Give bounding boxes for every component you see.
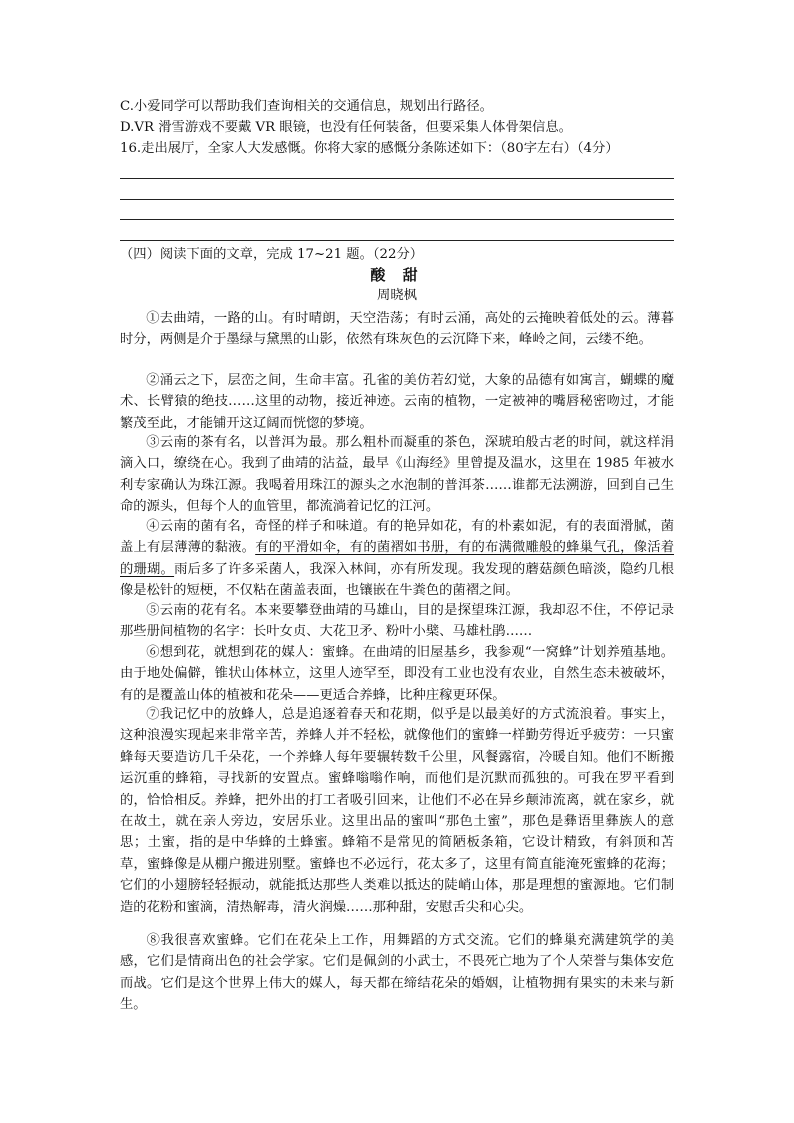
- option-c: C.小爱同学可以帮助我们查询相关的交通信息，规划出行路径。: [120, 99, 493, 114]
- answer-line-1[interactable]: [120, 178, 674, 179]
- section-heading: （四）阅读下面的文章，完成 17~21 题。（22分）: [120, 247, 424, 262]
- article-title: 酸 甜: [370, 266, 424, 284]
- paragraph-4: ④云南的菌有名，奇怪的样子和味道。有的艳异如花，有的朴素如泥，有的表面滑腻，菌盖上有层薄薄的黏液。有的平滑如伞，有的菌褶如书册，有的布满微雕般的蜂巢气孔，像活着的珊瑚。雨后多了许多采菌人，我深入林间，亦有所发现。我发现的蘑菇颜色暗淡，隐约几根像是松针的短梗，不仅粘在菌盖表面，也镶嵌在牛粪色的菌褶之间。: [120, 519, 675, 599]
- paragraph-6: ⑥想到花，就想到花的媒人：蜜蜂。在曲靖的旧屋基乡，我参观“一窝蜂”计划养殖基地。由于地处偏僻，锥状山体林立，这里人迹罕至，即没有工业也没有农业，自然生态未被破坏，有的是覆盖山体的植被和花朵——更适合养蜂，比种庄稼更环保。: [120, 645, 674, 703]
- underlined-sentence: 有的平滑如伞，有的菌褶如书册，有的布满微雕般的蜂巢气孔，像活着的珊瑚。: [120, 540, 675, 577]
- article-author: 周晓枫: [377, 288, 417, 303]
- paragraph-8: ⑧我很喜欢蜜蜂。它们在花朵上工作，用舞蹈的方式交流。它们的蜂巢充满建筑学的美感，它们是情商出色的社会学家。它们是佩剑的小武士，不畏死亡地为了个人荣誉与集体安危而战。它们是这个世界上伟大的媒人，每天都在缔结花朵的婚姻，让植物拥有果实的未来与新生。: [120, 933, 674, 1013]
- answer-line-4[interactable]: [120, 240, 674, 241]
- paragraph-3: ③云南的茶有名，以普洱为最。那么粗朴而凝重的茶色，深琥珀般古老的时间，就这样涓滴入口，缭绕在心。我到了曲靖的沾益，最早《山海经》里曾提及温水，这里在 1985 年被水利专家确认为珠江源。我喝着用珠江的源头之水泡制的普洱茶……谁都无法溯游，回到自己生命的源头，但每个人的血管里，都流淌着记忆的江河。: [120, 435, 674, 515]
- paragraph-2: ②涌云之下，层峦之间，生命丰富。孔雀的美仿若幻觉，大象的品德有如寓言，蝴蝶的魔术、长臂猿的绝技……这里的动物，接近神迹。云南的植物，一定被神的嘴唇秘密吻过，才能繁茂至此，才能铺开这辽阔而恍惚的梦境。: [120, 373, 674, 431]
- answer-line-3[interactable]: [120, 219, 674, 220]
- option-d: D.VR 滑雪游戏不要戴 VR 眼镜，也没有任何装备，但要采集人体骨架信息。: [120, 120, 572, 135]
- answer-line-2[interactable]: [120, 199, 674, 200]
- paragraph-7: ⑦我记忆中的放蜂人，总是追逐着春天和花期，似乎是以最美好的方式流浪着。事实上，这种浪漫实现起来非常辛苦，养蜂人并不轻松，就像他们的蜜蜂一样勤劳得近乎疲劳：一只蜜蜂每天要造访几千朵花，一个养蜂人每年要辗转数千公里，风餐露宿，冷暖自知。他们不断搬运沉重的蜂箱，寻找新的安置点。蜜蜂嗡嗡作响，而他们是沉默而孤独的。可我在罗平看到的，恰恰相反。养蜂，把外出的打工者吸引回来，让他们不必在异乡颠沛流离，就在家乡，就在故土，就在亲人旁边，安居乐业。这里出品的蜜叫“那色土蜜”，那色是彝语里彝族人的意思；土蜜，指的是中华蜂的土蜂蜜。蜂箱不是常见的简陋板条箱，它设计精致，有斜顶和苫草，蜜蜂像是从棚户搬进别墅。蜜蜂也不必远行，花太多了，这里有简直能淹死蜜蜂的花海；它们的小翅膀轻轻振动，就能抵达那些人类难以抵达的陡峭山体，那是理想的蜜源地。它们制造的花粉和蜜滴，清热解毒，清火润燥……那种甜，安慰舌尖和心尖。: [120, 707, 674, 915]
- paragraph-5: ⑤云南的花有名。本来要攀登曲靖的马雄山，目的是探望珠江源，我却忍不住，不停记录那些册间植物的名字：长叶女贞、大花卫矛、粉叶小檗、马雄杜鹃……: [120, 603, 674, 640]
- paragraph-1: ①去曲靖，一路的山。有时晴朗，天空浩荡；有时云涌，高处的云掩映着低处的云。薄暮时分，两侧是介于墨绿与黛黑的山影，依然有珠灰色的云沉降下来，峰岭之间，云缕不绝。: [120, 311, 674, 348]
- question-16: 16.走出展厅，全家人大发感慨。你将大家的感慨分条陈述如下：（80字左右）（4分）: [120, 141, 619, 156]
